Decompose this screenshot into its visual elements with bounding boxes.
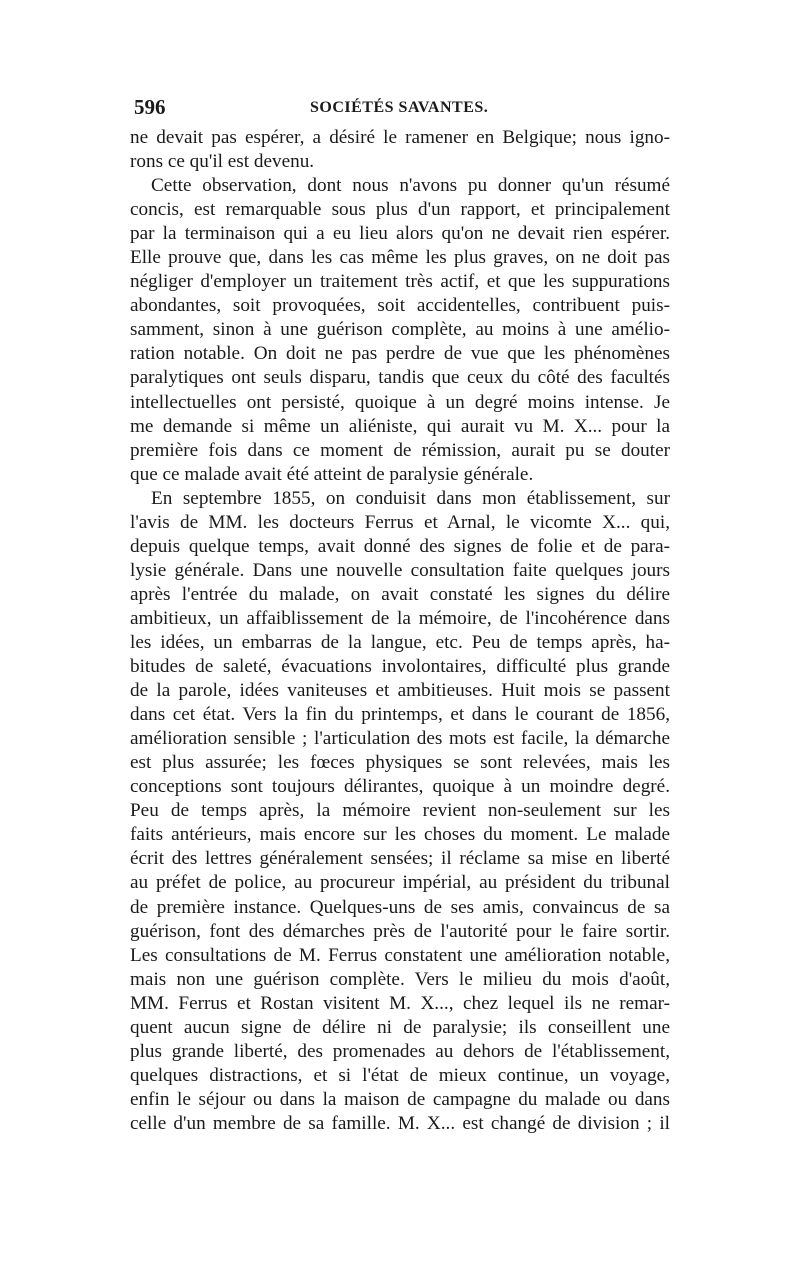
text-line: intellectuelles ont persisté, quoique à un degré moins intense. Je bbox=[130, 391, 670, 413]
text-line: me demande si même un aliéniste, qui aurait vu M. X... pour la bbox=[130, 415, 670, 437]
text-line: mais non une guérison complète. Vers le milieu du mois d'août, bbox=[130, 968, 670, 990]
text-line: guérison, font des démarches près de l'autorité pour le faire sortir. bbox=[130, 920, 670, 942]
text-line: paralytiques ont seuls disparu, tandis que ceux du côté des facultés bbox=[130, 367, 670, 389]
running-head bbox=[130, 92, 670, 122]
text-line: depuis quelque temps, avait donné des signes de folie et de para- bbox=[130, 535, 670, 557]
text-line: quent aucun signe de délire ni de paralysie; ils conseillent une bbox=[130, 1016, 670, 1038]
text-line: bitudes de saleté, évacuations involontaires, difficulté plus grande bbox=[130, 656, 670, 678]
paragraph bbox=[130, 487, 670, 1136]
body-text bbox=[130, 126, 670, 1136]
text-line: Cette observation, dont nous n'avons pu donner qu'un résumé bbox=[151, 175, 670, 197]
text-line: au préfet de police, au procureur impérial, au président du tribunal bbox=[130, 872, 670, 894]
text-line: est plus assurée; les fœces physiques se sont relevées, mais les bbox=[130, 752, 670, 774]
text-line: lysie générale. Dans une nouvelle consultation faite quelques jours bbox=[130, 559, 670, 581]
paragraph bbox=[130, 174, 670, 487]
text-line: première fois dans ce moment de rémission, aurait pu se douter bbox=[130, 439, 670, 461]
text-line: l'avis de MM. les docteurs Ferrus et Arnal, le vicomte X... qui, bbox=[130, 511, 670, 533]
text-line: rons ce qu'il est devenu. bbox=[130, 151, 315, 173]
text-line: quelques distractions, et si l'état de mieux continue, un voyage, bbox=[130, 1064, 670, 1086]
text-line: enfin le séjour ou dans la maison de campagne du malade ou dans bbox=[130, 1088, 670, 1110]
text-line: après l'entrée du malade, on avait constaté les signes du délire bbox=[130, 583, 670, 605]
text-line: dans cet état. Vers la fin du printemps, et dans le courant de 1856, bbox=[130, 704, 670, 726]
text-line: négliger d'employer un traitement très actif, et que les suppurations bbox=[130, 271, 670, 293]
text-line: les idées, un embarras de la langue, etc. Peu de temps après, ha- bbox=[130, 631, 670, 653]
text-line: par la terminaison qui a eu lieu alors qu'on ne devait rien espérer. bbox=[130, 223, 670, 245]
text-line: Peu de temps après, la mémoire revient non-seulement sur les bbox=[130, 800, 670, 822]
text-line: conceptions sont toujours délirantes, quoique à un moindre degré. bbox=[130, 776, 670, 798]
text-line: ambitieux, un affaiblissement de la mémoire, de l'incohérence dans bbox=[130, 607, 670, 629]
text-line: samment, sinon à une guérison complète, au moins à une amélio- bbox=[130, 319, 670, 341]
text-line: concis, est remarquable sous plus d'un rapport, et principalement bbox=[130, 199, 670, 221]
text-line: faits antérieurs, mais encore sur les choses du moment. Le malade bbox=[130, 824, 670, 846]
text-line: MM. Ferrus et Rostan visitent M. X..., chez lequel ils ne remar- bbox=[130, 992, 670, 1014]
page-number: 596 bbox=[134, 95, 166, 119]
text-line: abondantes, soit provoquées, soit accidentelles, contribuent puis- bbox=[130, 295, 670, 317]
text-line: que ce malade avait été atteint de paralysie générale. bbox=[130, 463, 534, 485]
text-line: plus grande liberté, des promenades au dehors de l'établissement, bbox=[130, 1040, 670, 1062]
text-line: de la parole, idées vaniteuses et ambitieuses. Huit mois se passent bbox=[130, 680, 670, 702]
text-line: Elle prouve que, dans les cas même les plus graves, on ne doit pas bbox=[130, 247, 670, 269]
text-line: ne devait pas espérer, a désiré le ramener en Belgique; nous igno- bbox=[130, 127, 670, 148]
text-line: écrit des lettres généralement sensées; il réclame sa mise en liberté bbox=[130, 848, 670, 870]
paragraph bbox=[130, 126, 670, 174]
section-title: SOCIÉTÉS SAVANTES. bbox=[310, 99, 489, 116]
text-line: Les consultations de M. Ferrus constatent une amélioration notable, bbox=[130, 944, 670, 966]
text-line: celle d'un membre de sa famille. M. X... est changé de division ; il bbox=[130, 1112, 670, 1134]
text-line: de première instance. Quelques-uns de ses amis, convaincus de sa bbox=[130, 896, 670, 918]
text-line: ration notable. On doit ne pas perdre de vue que les phénomènes bbox=[130, 343, 670, 365]
text-line: amélioration sensible ; l'articulation des mots est facile, la démarche bbox=[130, 728, 670, 750]
page bbox=[130, 92, 670, 1136]
text-line: En septembre 1855, on conduisit dans mon établissement, sur bbox=[151, 487, 670, 509]
